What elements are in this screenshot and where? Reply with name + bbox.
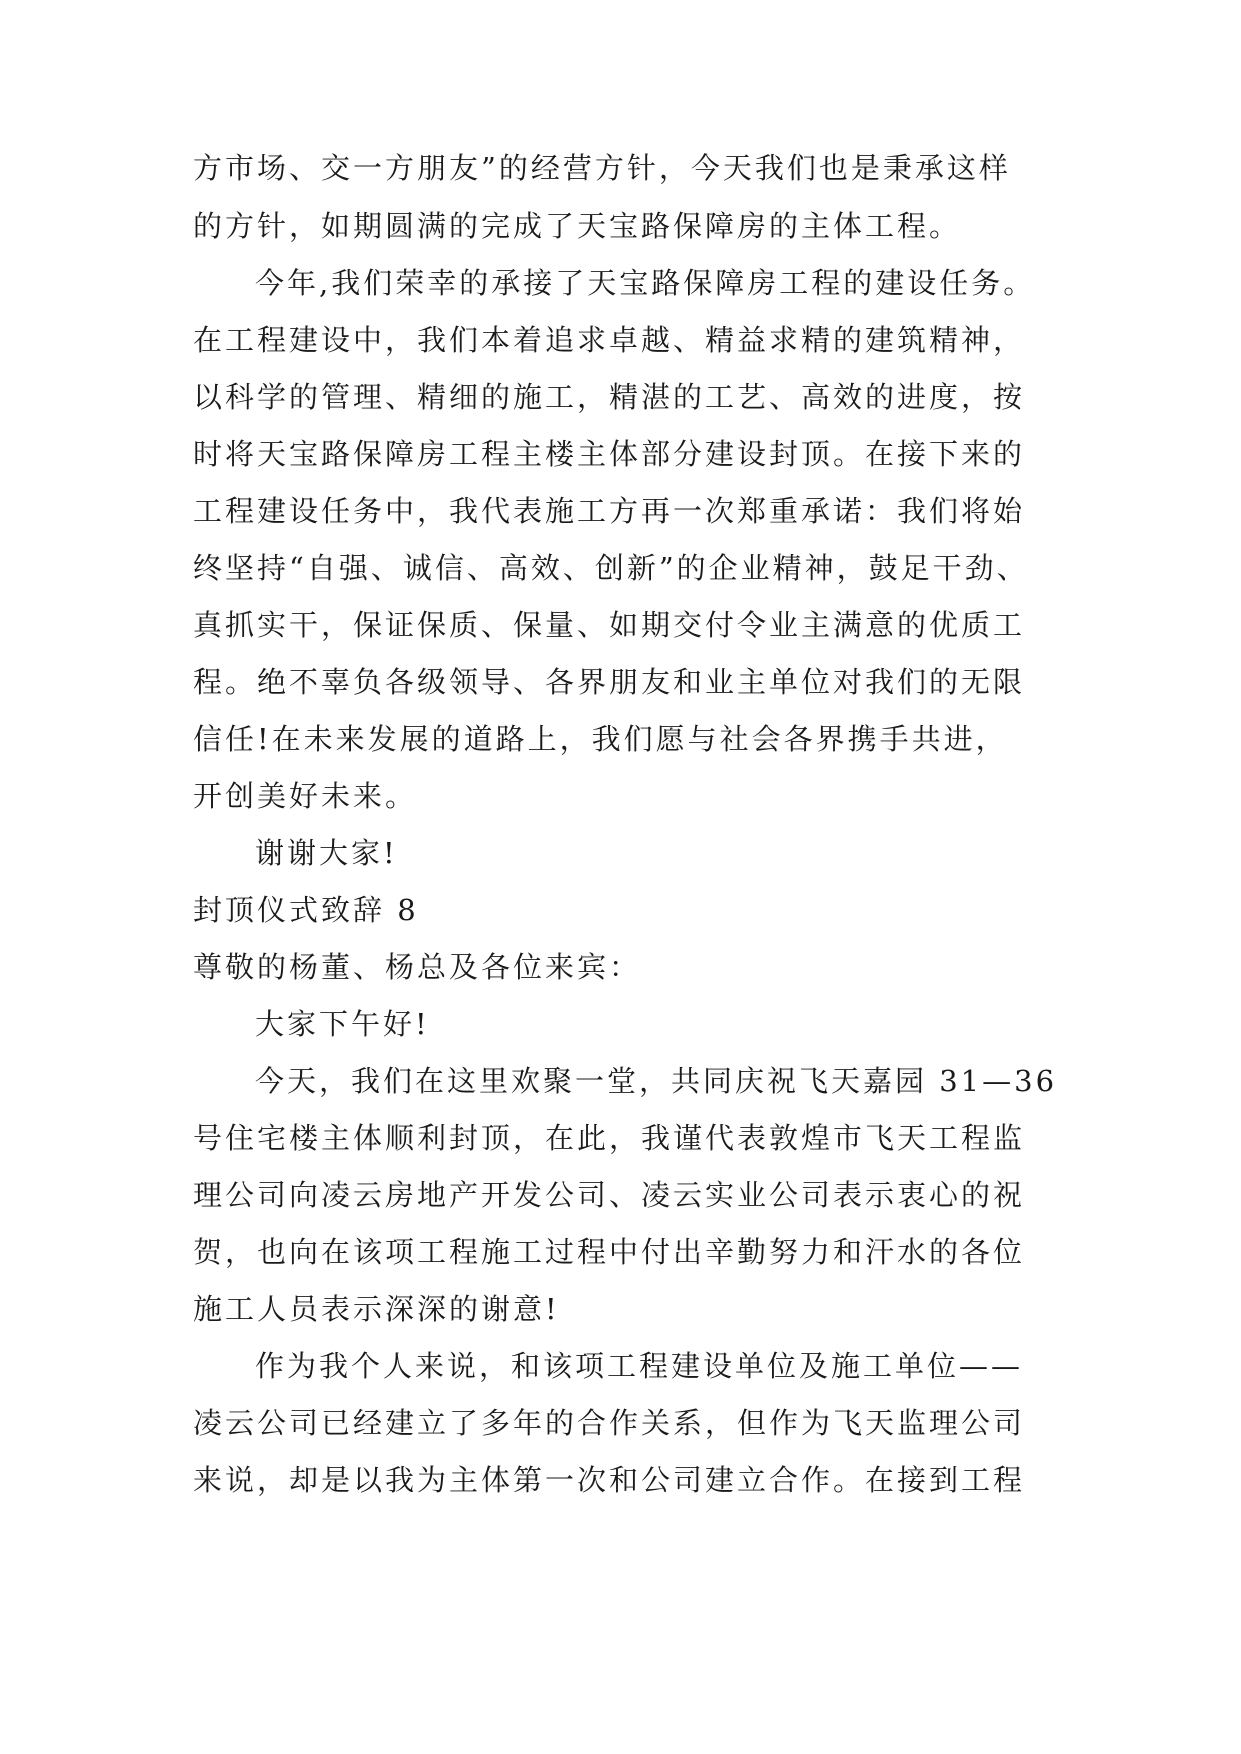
text-line: 今天，我们在这里欢聚一堂，共同庆祝飞天嘉园 31—36 — [255, 1064, 1058, 1098]
text-line: 在工程建设中，我们本着追求卓越、精益求精的建筑精神， — [193, 323, 1026, 357]
text-line: 贺，也向在该项工程施工过程中付出辛勤努力和汗水的各位 — [193, 1235, 1026, 1269]
text-line: 凌云公司已经建立了多年的合作关系，但作为飞天监理公司 — [193, 1406, 1026, 1440]
text-line: 作为我个人来说，和该项工程建设单位及施工单位—— — [255, 1349, 1024, 1383]
section-heading: 封顶仪式致辞 8 — [193, 893, 419, 927]
text-line: 方市场、交一方朋友”的经营方针，今天我们也是秉承这样 — [193, 151, 1011, 185]
text-line: 谢谢大家! — [255, 836, 398, 870]
text-line: 的方针，如期圆满的完成了天宝路保障房的主体工程。 — [193, 209, 962, 243]
text-line: 以科学的管理、精细的施工，精湛的工艺、高效的进度，按 — [193, 380, 1026, 414]
text-line: 号住宅楼主体顺利封顶，在此，我谨代表敦煌市飞天工程监 — [193, 1121, 1026, 1155]
text-line: 大家下午好! — [255, 1007, 430, 1041]
text-line: 工程建设任务中，我代表施工方再一次郑重承诺：我们将始 — [193, 494, 1026, 528]
text-line: 来说，却是以我为主体第一次和公司建立合作。在接到工程 — [193, 1463, 1026, 1497]
text-line: 信任!在未来发展的道路上，我们愿与社会各界携手共进， — [193, 722, 1008, 756]
text-line: 程。绝不辜负各级领导、各界朋友和业主单位对我们的无限 — [193, 665, 1026, 699]
text-line: 今年,我们荣幸的承接了天宝路保障房工程的建设任务。 — [255, 266, 1036, 300]
text-line: 真抓实干，保证保质、保量、如期交付令业主满意的优质工 — [193, 608, 1026, 642]
text-line: 施工人员表示深深的谢意! — [193, 1292, 560, 1326]
text-line: 开创美好未来。 — [193, 779, 418, 813]
text-line: 终坚持“自强、诚信、高效、创新”的企业精神，鼓足干劲、 — [193, 551, 1029, 585]
text-line: 理公司向凌云房地产开发公司、凌云实业公司表示衷心的祝 — [193, 1178, 1026, 1212]
text-line: 时将天宝路保障房工程主楼主体部分建设封顶。在接下来的 — [193, 437, 1026, 471]
salutation: 尊敬的杨董、杨总及各位来宾： — [193, 950, 642, 984]
